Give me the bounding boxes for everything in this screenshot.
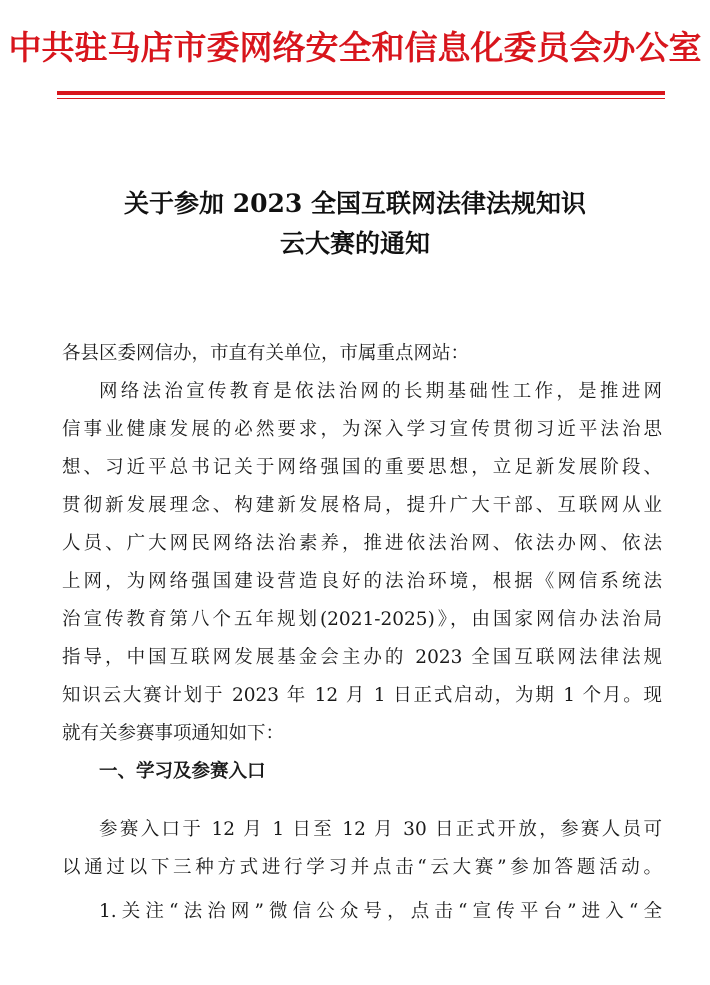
section-1-heading: 一、学习及参赛入口 (99, 761, 266, 782)
paragraph-1-line: 知识云大赛计划于 2023 年 12 月 1 日正式启动，为期 1 个月。现 (62, 685, 662, 706)
org-header: 中共驻马店市委网络安全和信息化委员会办公室 (8, 28, 702, 67)
document-title-line-2: 云大赛的通知 (279, 229, 430, 258)
paragraph-1-line: 人员、广大网民网络法治素养，推进依法治网、依法办网、依法 (62, 533, 662, 554)
paragraph-1-line: 想、习近平总书记关于网络强国的重要思想，立足新发展阶段、 (62, 457, 662, 478)
header-rule-thick (57, 91, 665, 95)
document-title-line-1: 关于参加 2023 全国互联网法律法规知识 (124, 189, 586, 218)
paragraph-2-line: 参赛入口于 12 月 1 日至 12 月 30 日正式开放，参赛人员可 (99, 819, 662, 840)
paragraph-1-line: 就有关参赛事项通知如下： (62, 723, 285, 744)
paragraph-1-line: 信事业健康发展的必然要求，为深入学习宣传贯彻习近平法治思 (62, 419, 662, 440)
paragraph-1-line: 治宣传教育第八个五年规划(2021-2025)》，由国家网信办法治局 (62, 609, 662, 630)
paragraph-1-line: 指导，中国互联网发展基金会主办的 2023 全国互联网法律法规 (62, 647, 662, 668)
salutation: 各县区委网信办，市直有关单位，市属重点网站： (62, 343, 470, 364)
paragraph-2-line: 以通过以下三种方式进行学习并点击“云大赛”参加答题活动。 (62, 857, 662, 878)
paragraph-1-line: 上网，为网络强国建设营造良好的法治环境，根据《网信系统法 (62, 571, 662, 592)
paragraph-1-line: 网络法治宣传教育是依法治网的长期基础性工作，是推进网 (99, 381, 662, 402)
paragraph-1-line: 贯彻新发展理念、构建新发展格局，提升广大干部、互联网从业 (62, 495, 662, 516)
item-1-line: 1.关注“法治网”微信公众号，点击“宣传平台”进入“全 (99, 901, 662, 922)
header-rule-thin (57, 98, 665, 99)
